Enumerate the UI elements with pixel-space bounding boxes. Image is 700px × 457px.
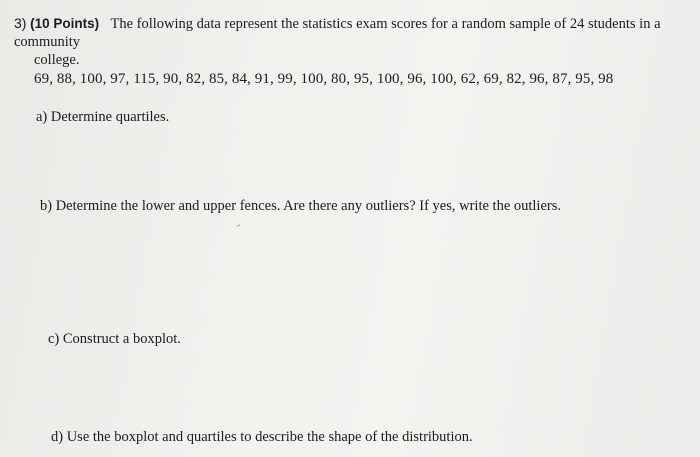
- stray-pen-mark: [237, 224, 240, 226]
- question-intro-continued: college.: [34, 52, 80, 68]
- question-points: (10 Points): [30, 16, 100, 31]
- part-b-prompt: b) Determine the lower and upper fences. Are there any outliers? If yes, write the outliers.: [40, 198, 561, 214]
- exam-scores-data: 69, 88, 100, 97, 115, 90, 82, 85, 84, 91, 99, 100, 80, 95, 100, 96, 100, 62, 69, 82, 96, 87, 95, 98: [34, 71, 614, 87]
- question-intro: The following data represent the statistics exam scores for a random sample of 24 students in a community: [14, 16, 661, 50]
- part-c-prompt: c) Construct a boxplot.: [48, 331, 181, 347]
- part-a-prompt: a) Determine quartiles.: [36, 109, 170, 125]
- question-number: 3): [14, 15, 27, 31]
- question-header: [14, 14, 694, 69]
- part-d-prompt: d) Use the boxplot and quartiles to describe the shape of the distribution.: [51, 429, 473, 445]
